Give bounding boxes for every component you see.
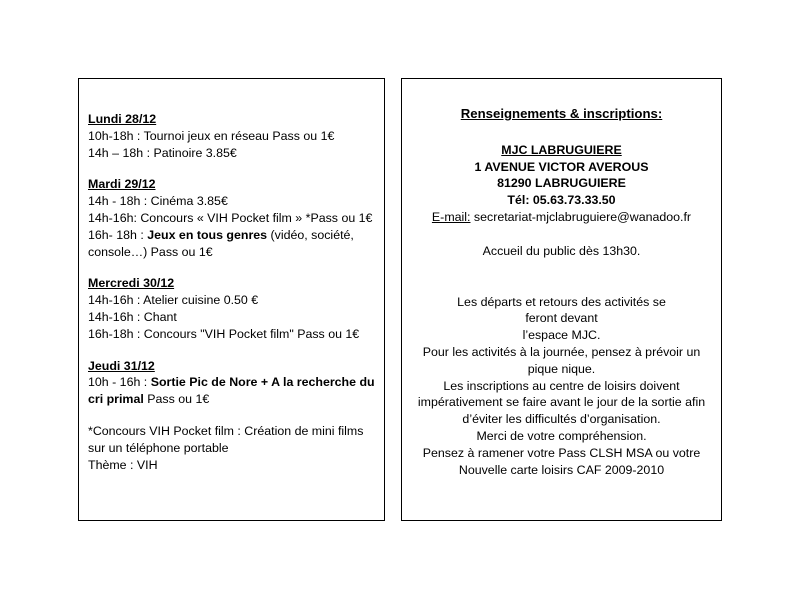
activity-highlight: Jeux en tous genres — [147, 227, 268, 242]
accueil-text: Accueil du public dès 13h30. — [482, 243, 641, 258]
day-title: Mercredi 30/12 — [88, 276, 175, 291]
programme-content — [88, 111, 376, 473]
info-line: Merci de votre compréhension. — [476, 428, 647, 443]
info-line: Pensez à ramener votre Pass CLSH MSA ou votre Nouvelle carte loisirs CAF 2009-2010 — [422, 445, 701, 477]
activity-details: (vidéo, société, console…) Pass ou 1€ — [88, 227, 354, 259]
org-phone: Tél: 05.63.73.33.50 — [507, 193, 616, 208]
day-title: Mardi 29/12 — [88, 177, 156, 192]
activity-details: Pass ou 1€ — [143, 392, 210, 407]
org-address-line: 81290 LABRUGUIERE — [497, 176, 626, 191]
activity-line: 10h-18h : Tournoi jeux en réseau Pass ou 1€ — [88, 128, 335, 143]
activity-highlight: Sortie Pic de Nore + A la recherche du cri primal — [88, 375, 375, 407]
activity-line: 14h – 18h : Patinoire 3.85€ — [88, 145, 237, 160]
email-label: E-mail: — [431, 209, 471, 224]
programme-panel — [78, 78, 385, 521]
activity-line: 14h-16h : Atelier cuisine 0.50 € — [88, 293, 259, 308]
day-monday — [88, 111, 376, 161]
info-line: Les départs et retours des activités se feront devant — [457, 294, 666, 326]
info-title: Renseignements & inscriptions: — [460, 106, 663, 121]
info-line: Pour les activités à la journée, pensez à prévoir un pique nique. — [422, 344, 701, 376]
theme-line: Thème : VIH — [88, 457, 158, 472]
info-panel — [401, 78, 722, 521]
activity-line — [88, 227, 376, 261]
day-title: Jeudi 31/12 — [88, 358, 155, 373]
org-address-line: 1 AVENUE VICTOR AVEROUS — [474, 159, 649, 174]
activity-line: 14h - 18h : Cinéma 3.85€ — [88, 194, 228, 209]
activity-time: 16h- 18h : — [88, 227, 148, 242]
email-address[interactable]: secretariat-mjclabruguiere@wanadoo.fr — [470, 209, 692, 224]
info-content — [402, 106, 721, 478]
activity-line: 14h-16h : Chant — [88, 309, 177, 324]
info-line: Les inscriptions au centre de loisirs doivent impérativement se faire avant le jour de la sortie afin d’éviter les difficultés d’organisation. — [417, 378, 706, 427]
info-line: l’espace MJC. — [522, 328, 601, 343]
activity-line — [88, 374, 376, 408]
day-title: Lundi 28/12 — [88, 112, 157, 126]
spacer — [402, 260, 721, 294]
activity-line: 16h-18h : Concours "VIH Pocket film" Pass ou 1€ — [88, 326, 360, 341]
activity-time: 10h - 16h : — [88, 375, 151, 390]
spacer — [402, 226, 721, 243]
day-tuesday — [88, 176, 376, 260]
day-thursday — [88, 358, 376, 408]
footnote: *Concours VIH Pocket film : Création de mini films sur un téléphone portable — [88, 423, 364, 455]
org-name: MJC LABRUGUIERE — [501, 142, 622, 157]
activity-line: 14h-16h: Concours « VIH Pocket film » *Pass ou 1€ — [88, 210, 373, 225]
day-wednesday — [88, 275, 376, 342]
email-line — [402, 209, 721, 226]
